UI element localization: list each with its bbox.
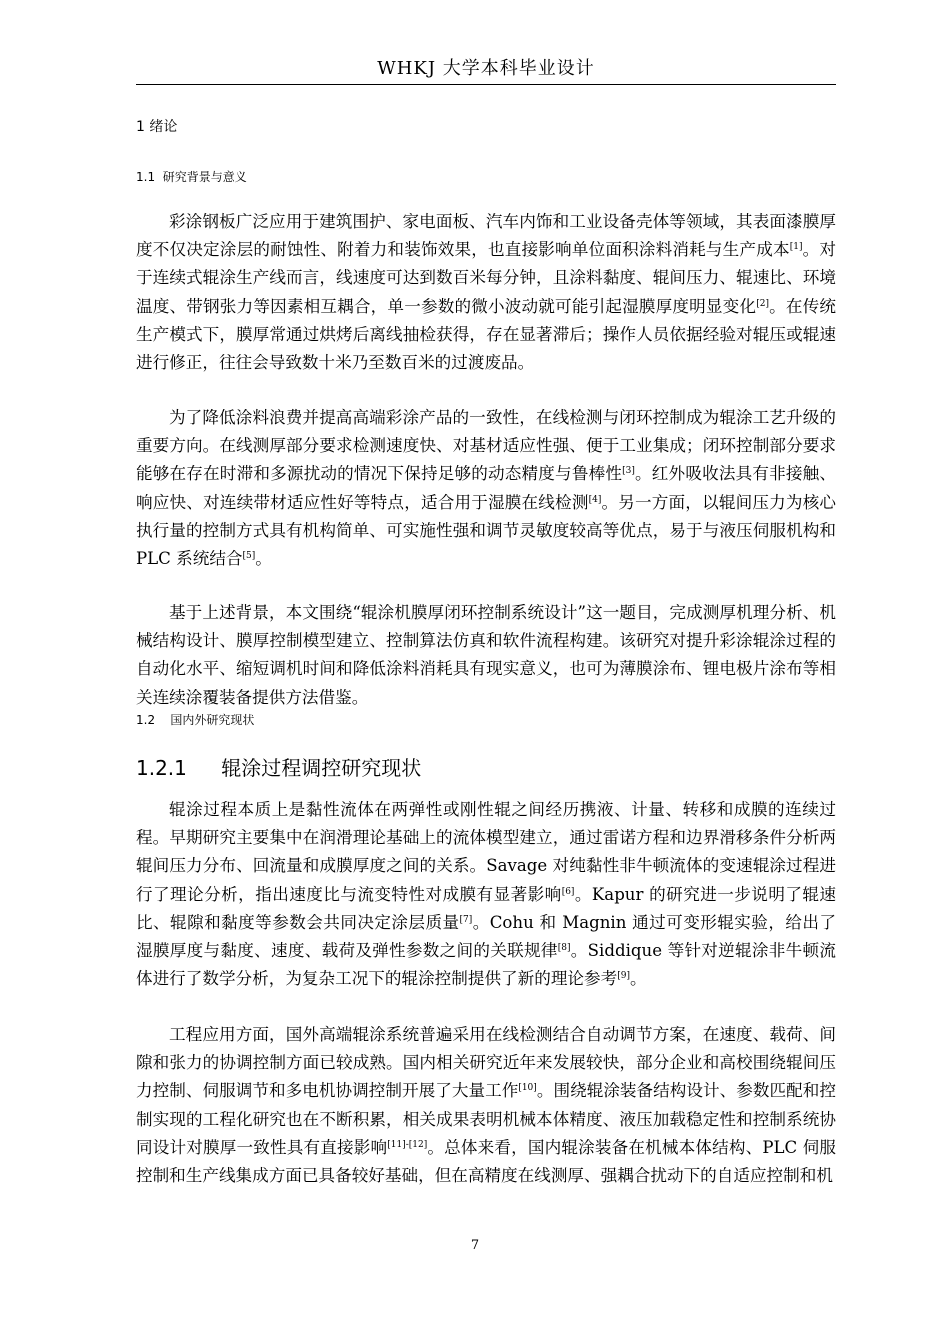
subsection-number: 1.2.1 [136, 756, 187, 780]
citation-ref: [6] [561, 886, 575, 897]
citation-ref: [1] [789, 242, 803, 253]
page-header-title: WHKJ 大学本科毕业设计 [377, 58, 595, 79]
subsection-heading-1-2-1 [136, 752, 421, 781]
citation-ref: [7] [459, 914, 473, 925]
page-number: 7 [470, 1238, 480, 1253]
citation-ref: [3] [622, 466, 635, 477]
subsection-title: 辊涂过程调控研究现状 [221, 756, 422, 780]
citation-ref: [10] [518, 1083, 537, 1094]
paragraph-3: 基于上述背景，本文围绕“辊涂机膜厚闭环控制系统设计”这一题目，完成测厚机理分析、机械结构设计、膜厚控制模型建立、控制算法仿真和软件流程构建。该研究对提升彩涂辊涂过程的自动化水平、缩短调机时间和降低涂料消耗具有现实意义，也可为薄膜涂布、锂电极片涂布等相关连续涂覆装备提供方法借鉴。 [136, 603, 836, 707]
chapter-number: 1 [136, 119, 145, 135]
citation-ref: [2] [756, 298, 769, 309]
paragraph-2: 为了降低涂料浪费并提高高端彩涂产品的一致性，在线检测与闭环控制成为辊涂工艺升级的重要方向。在线测厚部分要求检测速度快、对基材适应性强、便于工业集成；闭环控制部分要求能够在存在时滞和多源扰动的情况下保持足够的动态精度与鲁棒性[3]。红外吸收法具有非接触、响应快、对连续带材适应性好等特点，适合用于湿膜在线检测[4]。另一方面，以辊间压力为核心执行量的控制方式具有机构简单、可实施性强和调节灵敏度较高等优点，易于与液压伺服机构和 PLC 系统结合[5]。 [136, 408, 837, 569]
section-number: 1.1 [136, 170, 156, 184]
section-title: 国内外研究现状 [170, 713, 255, 727]
paragraph-5: 工程应用方面，国外高端辊涂系统普遍采用在线检测结合自动调节方案，在速度、载荷、间隙和张力的协调控制方面已较成熟。国内相关研究近年来发展较快，部分企业和高校围绕辊间压力控制、伺服调节和多电机协调控制开展了大量工作[10]。围绕辊涂装备结构设计、参数匹配和控制实现的工程化研究也在不断积累，相关成果表明机械本体精度、液压加载稳定性和控制系统协同设计对膜厚一致性具有直接影响[11]-[12]。总体来看，国内辊涂装备在机械本体结构、PLC 伺服控制和生产线集成方面已具备较好基础，但在高精度在线测厚、强耦合扰动下的自适应控制和机 [136, 1025, 837, 1186]
section-title: 研究背景与意义 [162, 170, 247, 184]
paragraph-4: 辊涂过程本质上是黏性流体在两弹性或刚性辊之间经历携液、计量、转移和成膜的连续过程。早期研究主要集中在润滑理论基础上的流体模型建立，通过雷诺方程和边界滑移条件分析两辊间压力分布、回流量和成膜厚度之间的关系。Savage 对纯黏性非牛顿流体的变速辊涂过程进行了理论分析，指出速度比与流变特性对成膜有显著影响[6]。Kapur 的研究进一步说明了辊速比、辊隙和黏度等参数会共同决定涂层质量[7]。Cohu 和 Magnin 通过可变形辊实验，给出了湿膜厚度与黏度、速度、载荷及弹性参数之间的关联规律[8]。Siddique 等针对逆辊涂非牛顿流体进行了数学分析，为复杂工况下的辊涂控制提供了新的理论参考[9]。 [136, 800, 837, 989]
section-heading-1-1 [136, 168, 247, 185]
paragraph-1: 彩涂钢板广泛应用于建筑围护、家电面板、汽车内饰和工业设备壳体等领域，其表面漆膜厚度不仅决定涂层的耐蚀性、附着力和装饰效果，也直接影响单位面积涂料消耗与生产成本[1]。对于连续式辊涂生产线而言，线速度可达到数百米每分钟，且涂料黏度、辊间压力、辊速比、环境温度、带钢张力等因素相互耦合，单一参数的微小波动就可能引起湿膜厚度明显变化[2]。在传统生产模式下，膜厚常通过烘烤后离线抽检获得，存在显著滞后；操作人员依据经验对辊压或辊速进行修正，往往会导致数十米乃至数百米的过渡废品。 [136, 212, 837, 373]
citation-ref: [9] [617, 971, 630, 982]
citation-ref: [4] [588, 494, 602, 505]
section-number: 1.2 [136, 713, 156, 727]
citation-ref: [8] [557, 943, 571, 954]
chapter-heading [136, 116, 177, 136]
citation-ref: [5] [242, 551, 256, 562]
citation-ref: [11]-[12] [387, 1139, 428, 1150]
header-divider [136, 84, 836, 85]
chapter-title: 绪论 [149, 119, 178, 135]
section-heading-1-2 [136, 711, 254, 728]
